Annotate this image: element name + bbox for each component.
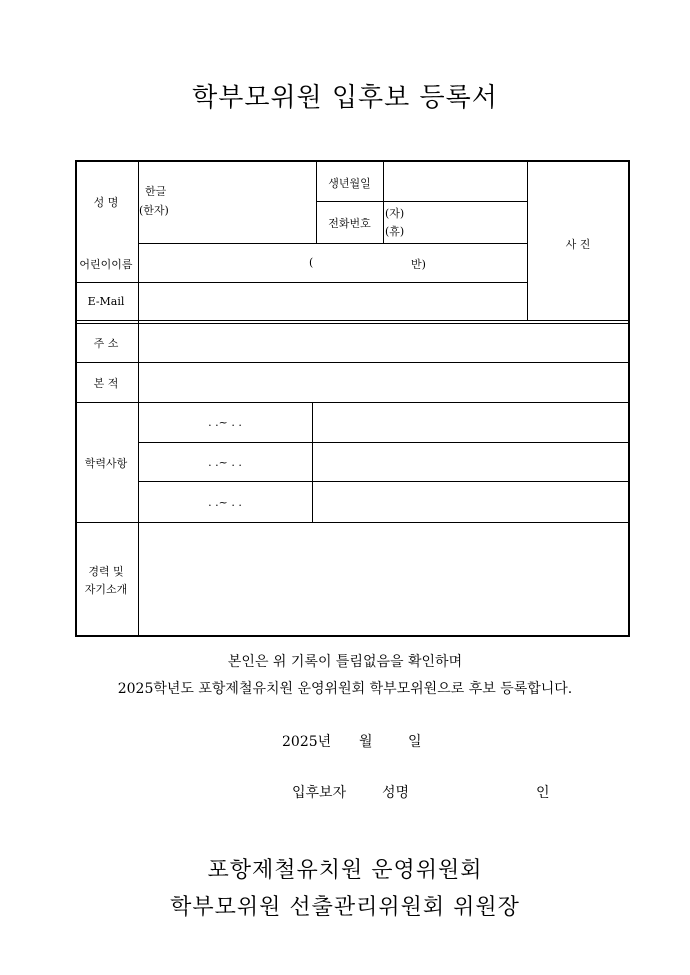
row-divider: [77, 320, 630, 321]
column-divider: [312, 402, 313, 522]
date-month: 월: [359, 734, 373, 750]
date-day: 일: [408, 734, 422, 750]
career-label-line2: 자기소개: [84, 583, 128, 596]
education-detail-input[interactable]: [314, 443, 628, 481]
birth-date-input[interactable]: [385, 163, 525, 199]
footer-line-2: 학부모위원 선출관리위원회 위원장: [170, 895, 520, 920]
name-label: 성 명: [93, 196, 119, 209]
confirmation-line-1: 본인은 위 기록이 틀림없음을 확인하며: [227, 654, 463, 670]
career-input[interactable]: [140, 524, 628, 634]
column-divider: [383, 162, 384, 243]
home-phone-label: (자): [385, 207, 405, 220]
career-label-line1: 경력 및: [88, 565, 124, 578]
class-open-paren: (: [309, 256, 314, 269]
confirmation-line-2: 2025학년도 포항제철유치원 운영위원회 학부모위원으로 후보 등록합니다.: [117, 681, 573, 697]
candidate-label: 입후보자: [292, 785, 347, 801]
page-title: 학부모위원 입후보 등록서: [192, 83, 498, 113]
address-input[interactable]: [140, 324, 628, 361]
row-divider: [316, 201, 527, 202]
footer-line-1: 포항제철유치원 운영위원회: [207, 858, 483, 883]
origin-label: 본 적: [93, 377, 119, 390]
education-detail-input[interactable]: [314, 483, 628, 521]
hangul-label: 한글: [145, 185, 167, 198]
seal-label[interactable]: 인: [536, 785, 550, 801]
signature-name-label: 성명: [382, 785, 410, 801]
date-year: 2025년: [282, 734, 332, 750]
hanja-label: (한자): [139, 204, 169, 217]
photo-area[interactable]: [528, 163, 628, 319]
photo-box-label: 사 진: [565, 238, 591, 251]
phone-label: 전화번호: [328, 217, 371, 230]
origin-input[interactable]: [140, 363, 628, 401]
email-input[interactable]: [140, 283, 525, 319]
education-detail-input[interactable]: [314, 403, 628, 441]
class-label: 반): [411, 258, 426, 271]
phone-input[interactable]: [410, 203, 524, 239]
education-period: . .~ . .: [208, 416, 242, 429]
name-input[interactable]: [140, 196, 313, 212]
mobile-phone-label: (휴): [385, 225, 405, 238]
address-label: 주 소: [93, 337, 119, 350]
education-period: . .~ . .: [208, 496, 242, 509]
email-label: E-Mail: [87, 295, 125, 308]
row-divider: [138, 481, 630, 482]
row-divider: [77, 522, 630, 523]
birth-date-label: 생년월일: [328, 177, 371, 190]
column-divider: [138, 162, 139, 635]
child-name-input[interactable]: [140, 243, 525, 280]
education-period: . .~ . .: [208, 456, 242, 469]
child-name-label: 어린이이름: [79, 258, 133, 271]
education-label: 학력사항: [84, 457, 128, 470]
